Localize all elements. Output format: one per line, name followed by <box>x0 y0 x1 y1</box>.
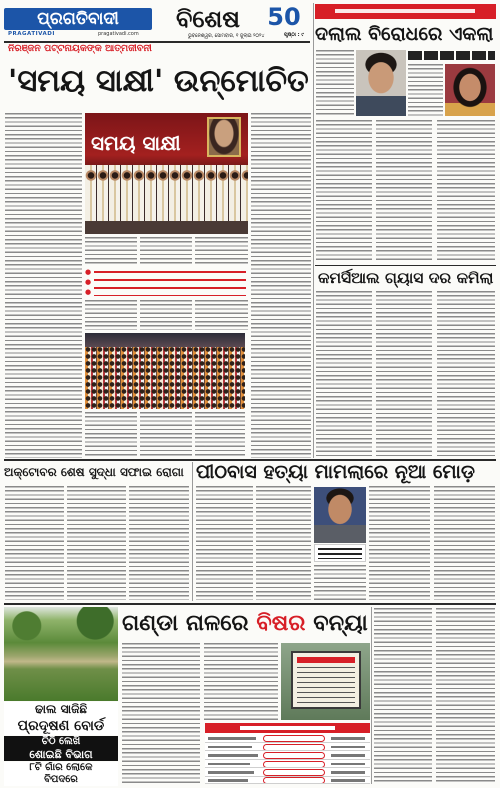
article-text-column <box>374 608 432 784</box>
column-rule <box>371 607 372 784</box>
photo-caption-line: ବିପଦରେ <box>4 774 118 786</box>
masthead-logo: ପ୍ରଗତିବାଦୀ <box>4 8 152 30</box>
table-cell <box>331 754 365 757</box>
dignitaries-on-stage <box>85 165 248 223</box>
article-text-column <box>204 643 278 720</box>
backdrop-portrait <box>207 117 241 157</box>
article-text-column <box>195 237 248 266</box>
story-kicker: ନିରଞ୍ଜନ ପଟ୍ଟନାୟକଙ୍କ ଆତ୍ମଜୀବନୀ <box>8 44 152 54</box>
table-cell <box>331 771 365 774</box>
notice-header <box>297 657 355 663</box>
article-text-column <box>376 291 432 456</box>
article-text-column <box>434 486 495 600</box>
table-cell <box>263 752 325 759</box>
headline-part: ବନ୍ୟା <box>305 610 368 636</box>
photo-caption-line: ଢାଲ ସାଜିଛି <box>4 702 118 717</box>
article-text-column <box>408 64 443 116</box>
masthead <box>0 0 312 43</box>
canal-photo <box>4 607 118 701</box>
article-text-column <box>5 113 82 458</box>
page-rule <box>4 603 496 605</box>
table-cell <box>331 779 365 782</box>
article-text-column <box>437 120 495 262</box>
notice-board <box>291 651 361 709</box>
story-tag-text <box>335 9 475 13</box>
masthead-website: pragativadi.com <box>98 31 139 37</box>
table-row <box>205 751 370 760</box>
table-cell <box>263 769 325 776</box>
table-cell <box>263 744 325 751</box>
story-headline: ଦଲାଲ ବିରୋଧରେ ଏକଲା <box>315 23 494 45</box>
table-row <box>205 734 370 743</box>
article-text-column <box>85 237 137 266</box>
backdrop-title: ସମୟ ସାକ୍ଷୀ <box>91 131 181 155</box>
column-rule <box>313 3 314 458</box>
event-photo <box>85 113 248 234</box>
table-cell <box>208 771 254 774</box>
table-cell <box>208 754 258 757</box>
article-text-column <box>437 291 495 456</box>
article-text-column <box>122 643 200 784</box>
table-cell <box>208 737 256 740</box>
story-headline: ଅକ୍ଟୋବର ଶେଷ ସୁଦ୍ଧା ସଫାଇ ରୋଗା <box>4 465 184 479</box>
article-text-column <box>314 565 366 600</box>
masthead-logo-latin: PRAGATIVADI <box>8 31 55 37</box>
section-rule <box>315 265 496 266</box>
table-header-text <box>240 726 335 730</box>
article-text-column <box>85 412 137 457</box>
article-text-column <box>316 291 372 456</box>
headline-highlight: ବିଷର <box>256 610 306 636</box>
article-text-column <box>140 412 192 457</box>
lead-headline: 'ସମୟ ସାକ୍ଷୀ' ଉନ୍ମୋଚିତ <box>8 64 309 99</box>
section-title: ବିଶେଷ <box>176 7 240 33</box>
anniversary-logo: 50 <box>267 3 301 31</box>
table-cell <box>263 735 325 742</box>
caption-text <box>318 548 362 559</box>
hall-stage <box>85 333 245 347</box>
highlight-points <box>85 268 248 296</box>
table-header <box>205 723 370 733</box>
story-headline: କମର୍ସିଆଲ ଗ୍ୟାସ ଦର କମିଲା <box>318 269 494 287</box>
article-text-column <box>129 486 189 600</box>
bullet-icon: ● <box>85 288 92 296</box>
story-headline <box>122 608 370 639</box>
table-row <box>205 777 370 785</box>
table-cell <box>263 761 325 768</box>
dateline: ଭୁବନେଶ୍ୱର, ସୋମବାର, ୧ ଜୁଲାଇ ୨୦୨୪ <box>188 34 265 39</box>
highlight-text <box>94 271 246 296</box>
portrait-photo <box>314 487 366 543</box>
table-cell <box>263 777 325 784</box>
table-cell <box>208 763 250 766</box>
data-table <box>205 723 370 784</box>
notice-text <box>297 667 355 703</box>
page-number: ପୃଷ୍ଠା : ୯ <box>284 32 304 38</box>
article-text-column <box>316 50 354 116</box>
table-cell <box>331 746 365 749</box>
photo-caption-line: ପ୍ରଦୂଷଣ ବୋର୍ଡ <box>4 717 118 735</box>
notice-board-photo <box>281 643 370 720</box>
table-row <box>205 760 370 769</box>
masthead-rule <box>4 41 310 43</box>
bullet-icon: ● <box>85 268 92 276</box>
article-text-column <box>256 486 311 600</box>
portrait-photo <box>445 64 495 116</box>
sub-headline <box>408 51 495 60</box>
photo-caption <box>314 544 366 562</box>
article-text-column <box>140 300 192 330</box>
article-text-column <box>376 120 432 262</box>
photo-caption-line: ଚିଠି ଲେଖି <box>4 736 118 748</box>
photo-caption-line: ଶୋଇଛି ବିଭାଗ <box>4 748 118 761</box>
story-tag-box <box>315 4 496 19</box>
article-text-column <box>196 486 253 600</box>
audience-photo <box>85 333 245 409</box>
photo-caption-line: ୮ଟି ଗାଁର ଲୋକେ <box>4 762 118 774</box>
table-cell <box>208 746 252 749</box>
article-text-column <box>195 300 248 330</box>
table-row <box>205 743 370 752</box>
article-text-column <box>316 120 372 262</box>
stage-floor <box>85 221 248 234</box>
article-text-column <box>251 113 311 458</box>
article-text-column <box>195 412 245 457</box>
article-text-column <box>436 608 495 784</box>
table-row <box>205 768 370 777</box>
article-text-column <box>67 486 126 600</box>
headline-part: ଗଣ୍ଡା ନାଳରେ <box>122 610 257 636</box>
article-text-column <box>369 486 430 600</box>
table-cell <box>331 737 365 740</box>
article-text-column <box>85 300 137 330</box>
portrait-photo <box>356 50 406 116</box>
story-headline: ପୀଠବାସ ହତ୍ୟା ମାମଲାରେ ନୂଆ ମୋଡ଼ <box>196 461 475 483</box>
article-text-column <box>140 237 192 266</box>
bullet-icon: ● <box>85 278 92 286</box>
table-cell <box>208 779 248 782</box>
column-rule <box>192 462 193 601</box>
table-cell <box>331 763 365 766</box>
article-text-column <box>5 486 64 600</box>
